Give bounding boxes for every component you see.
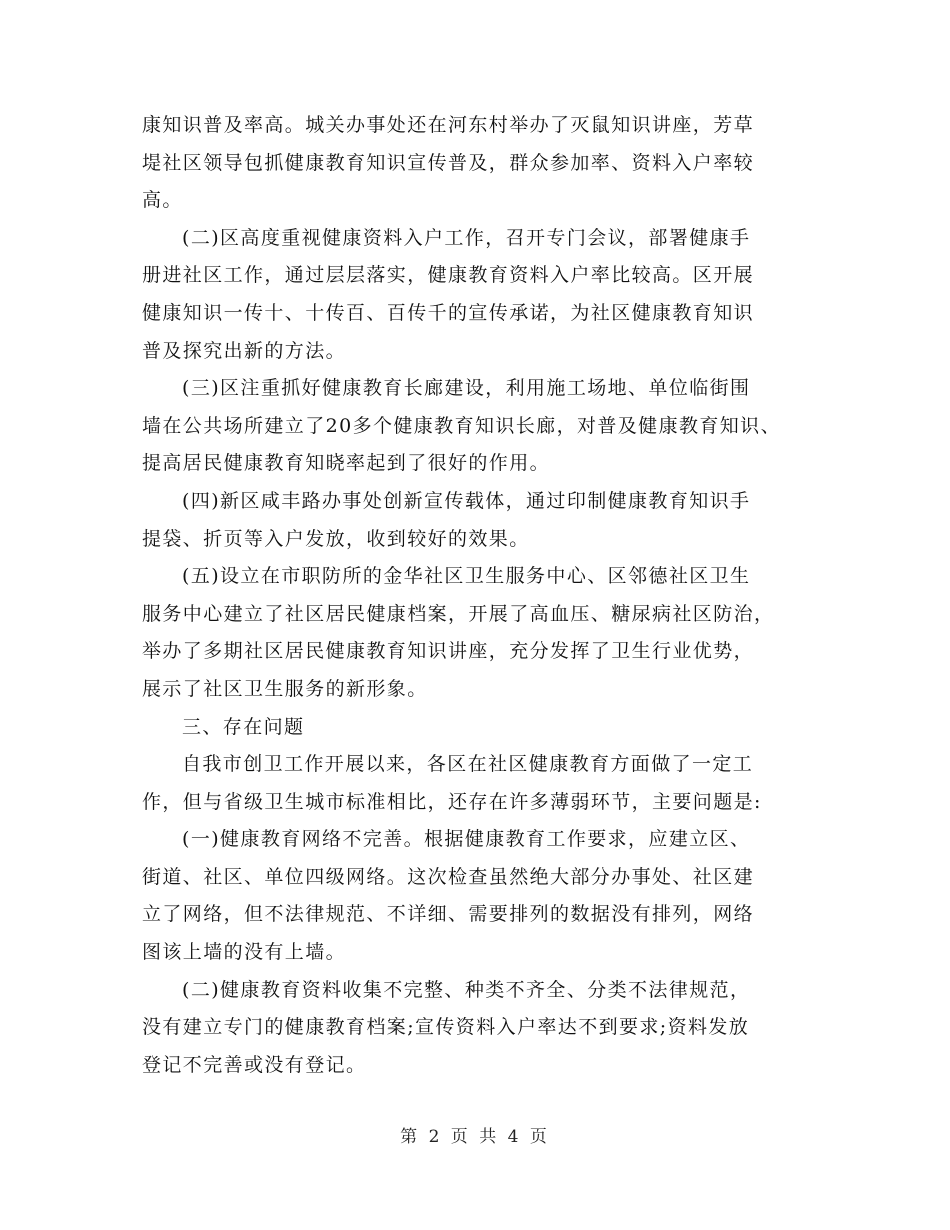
page-footer: 第 2 页 共 4 页 xyxy=(400,1127,550,1147)
paragraph xyxy=(142,972,822,1085)
text-line: 立了网络，但不法律规范、不详细、需要排列的数据没有排列，网络 xyxy=(142,903,755,926)
paragraph xyxy=(142,370,822,483)
text-line: 展示了社区卫生服务的新形象。 xyxy=(142,677,428,700)
paragraph xyxy=(142,821,822,971)
text-line: 堤社区领导包抓健康教育知识宣传普及，群众参加率、资料入户率较 xyxy=(142,151,755,174)
paragraph xyxy=(142,107,822,220)
document-body xyxy=(142,107,822,1084)
paragraph xyxy=(142,220,822,370)
text-line: 作，但与省级卫生城市标准相比，还存在许多薄弱环节，主要问题是: xyxy=(142,790,762,813)
paragraph xyxy=(142,483,822,558)
paragraph xyxy=(142,558,822,708)
text-line: 墙在公共场所建立了20多个健康教育知识长廊，对普及健康教育知识、 xyxy=(142,414,781,437)
text-line: 高。 xyxy=(142,189,183,212)
text-line: 健康知识一传十、十传百、百传千的宣传承诺，为社区健康教育知识 xyxy=(142,301,755,324)
text-line: (三)区注重抓好健康教育长廊建设，利用施工场地、单位临街围 xyxy=(182,377,751,400)
text-line: (四)新区咸丰路办事处创新宣传载体，通过印制健康教育知识手 xyxy=(182,489,751,512)
text-line: 登记不完善或没有登记。 xyxy=(142,1053,367,1076)
text-line: 三、存在问题 xyxy=(182,715,305,738)
text-line: 提袋、折页等入户发放，收到较好的效果。 xyxy=(142,527,530,550)
text-line: 服务中心建立了社区居民健康档案，开展了高血压、糖尿病社区防治， xyxy=(142,602,775,625)
text-line: 提高居民健康教育知晓率起到了很好的作用。 xyxy=(142,452,551,475)
paragraph xyxy=(142,709,822,747)
text-line: (一)健康教育网络不完善。根据健康教育工作要求，应建立区、 xyxy=(182,828,751,851)
text-line: (五)设立在市职防所的金华社区卫生服务中心、区邻德社区卫生 xyxy=(182,565,751,588)
text-line: 自我市创卫工作开展以来，各区在社区健康教育方面做了一定工 xyxy=(182,753,754,776)
text-line: 街道、社区、单位四级网络。这次检查虽然绝大部分办事处、社区建 xyxy=(142,865,755,888)
text-line: 康知识普及率高。城关办事处还在河东村举办了灭鼠知识讲座，芳草 xyxy=(142,114,755,136)
text-line: 没有建立专门的健康教育档案;宣传资料入户率达不到要求;资料发放 xyxy=(142,1016,750,1039)
text-line: 普及探究出新的方法。 xyxy=(142,339,347,362)
paragraph xyxy=(142,746,822,821)
text-line: 举办了多期社区居民健康教育知识讲座，充分发挥了卫生行业优势， xyxy=(142,640,755,663)
text-line: (二)健康教育资料收集不完整、种类不齐全、分类不法律规范， xyxy=(182,978,751,1001)
text-line: 册进社区工作，通过层层落实，健康教育资料入户率比较高。区开展 xyxy=(142,264,755,287)
text-line: (二)区高度重视健康资料入户工作，召开专门会议，部署健康手 xyxy=(182,226,751,249)
text-line: 图该上墙的没有上墙。 xyxy=(142,941,347,964)
